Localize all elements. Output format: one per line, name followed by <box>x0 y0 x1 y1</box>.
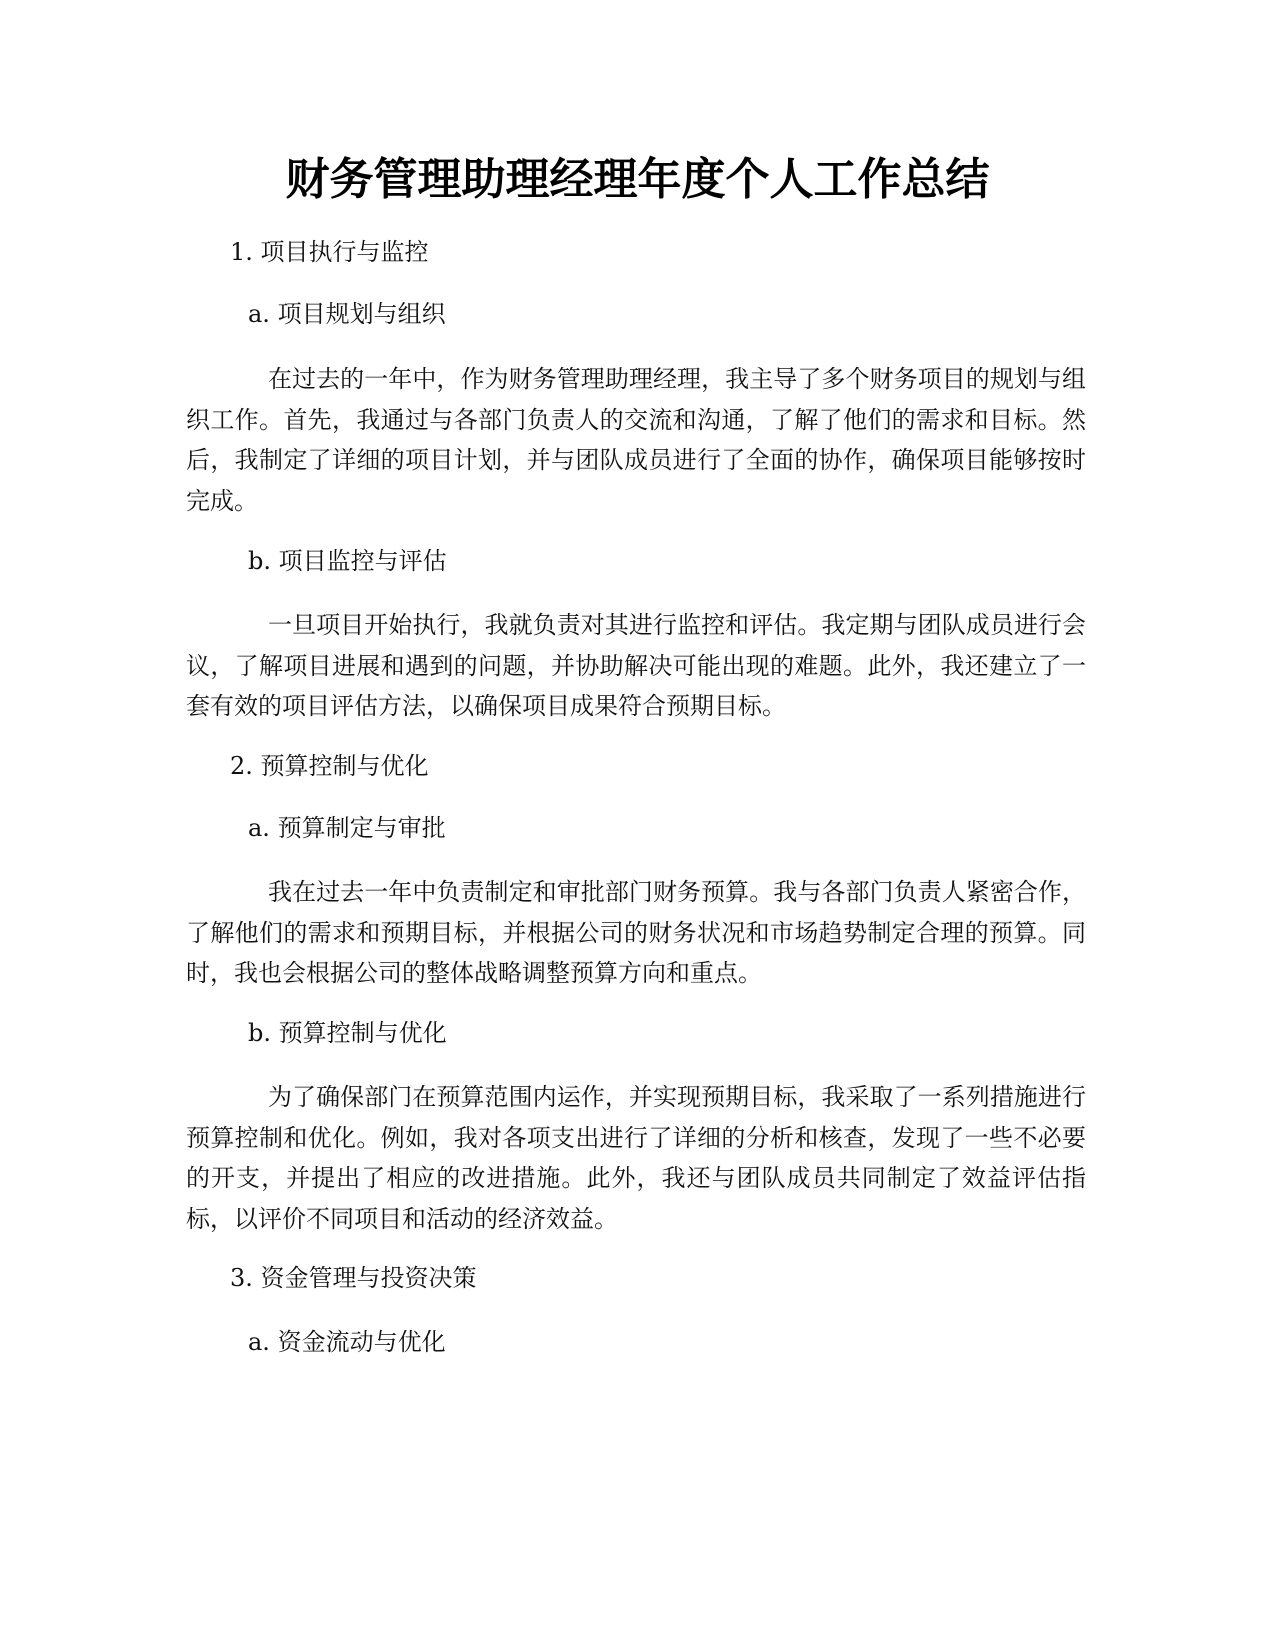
section-heading: 2. 预算控制与优化 <box>230 752 429 780</box>
paragraph: 为了确保部门在预算范围内运作，并实现预期目标，我采取了一系列措施进行预算控制和优化。例如，我对各项支出进行了详细的分析和核查，发现了一些不必要的开支，并提出了相应的改进措施。此外，我还与团队成员共同制定了效益评估指标，以评价不同项目和活动的经济效益。 <box>186 1083 1086 1233</box>
subsection-heading: b. 预算控制与优化 <box>248 1019 447 1047</box>
subsection-heading: a. 项目规划与组织 <box>248 300 446 328</box>
subsection-heading: b. 项目监控与评估 <box>248 547 447 575</box>
section-heading: 3. 资金管理与投资决策 <box>230 1264 477 1292</box>
paragraph: 在过去的一年中，作为财务管理助理经理，我主导了多个财务项目的规划与组织工作。首先，我通过与各部门负责人的交流和沟通，了解了他们的需求和目标。然后，我制定了详细的项目计划，并与团队成员进行了全面的协作，确保项目能够按时完成。 <box>186 365 1086 515</box>
subsection-heading: a. 资金流动与优化 <box>248 1328 446 1356</box>
document-title: 财务管理助理经理年度个人工作总结 <box>285 154 990 205</box>
section-heading: 1. 项目执行与监控 <box>230 238 429 266</box>
paragraph: 一旦项目开始执行，我就负责对其进行监控和评估。我定期与团队成员进行会议，了解项目进展和遇到的问题，并协助解决可能出现的难题。此外，我还建立了一套有效的项目评估方法，以确保项目成果符合预期目标。 <box>186 611 1086 720</box>
subsection-heading: a. 预算制定与审批 <box>248 814 446 842</box>
paragraph: 我在过去一年中负责制定和审批部门财务预算。我与各部门负责人紧密合作，了解他们的需求和预期目标，并根据公司的财务状况和市场趋势制定合理的预算。同时，我也会根据公司的整体战略调整预算方向和重点。 <box>186 878 1086 987</box>
